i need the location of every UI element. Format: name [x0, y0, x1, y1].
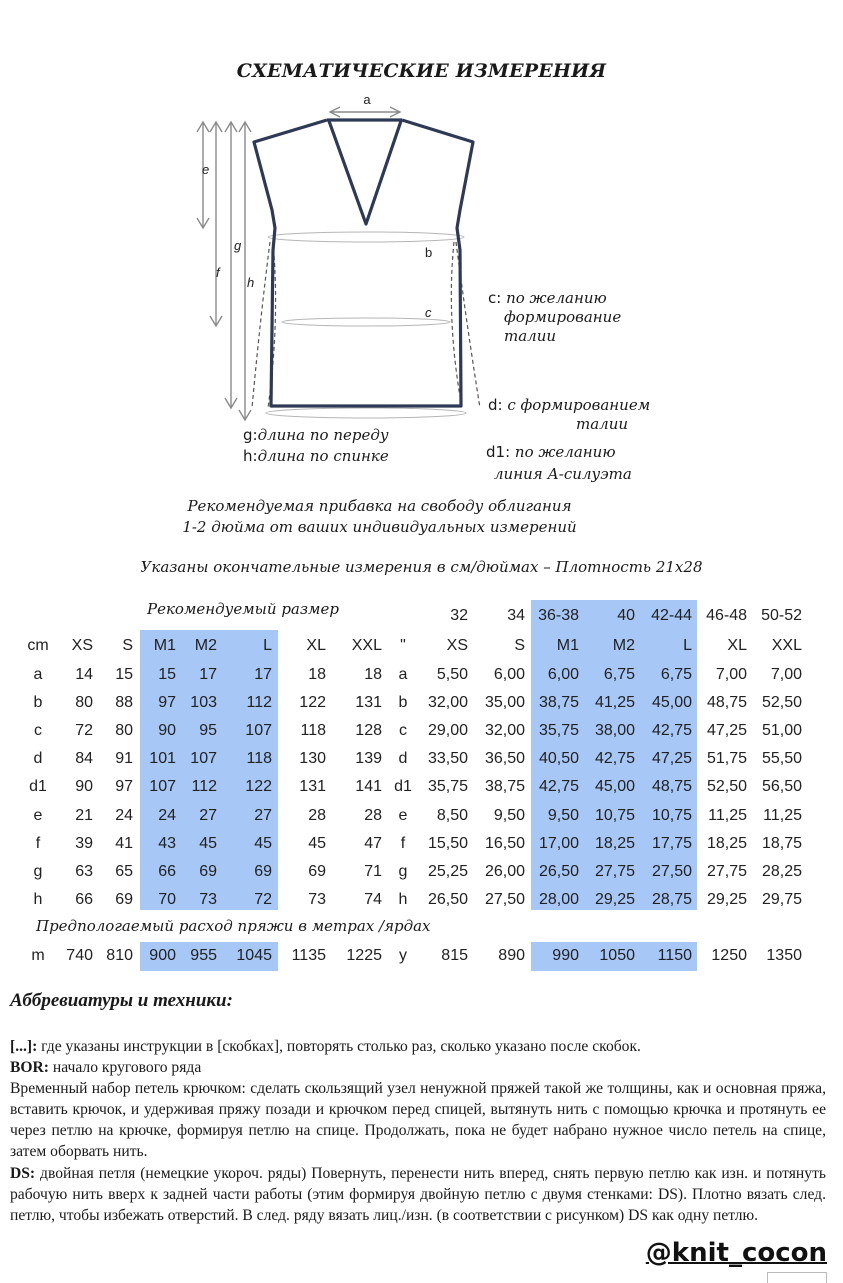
cm-cell: 101: [149, 750, 176, 768]
cm-cell: 130: [299, 750, 326, 768]
inch-cell: 25,25: [427, 862, 468, 880]
inch-cell: 27,75: [706, 862, 747, 880]
inch-size-header: XS: [446, 637, 468, 654]
inch-cell: 29,25: [594, 890, 635, 908]
length-arrows: [197, 107, 400, 420]
inch-cell: 42,75: [538, 778, 579, 796]
cm-cell: 139: [355, 750, 382, 768]
units-gauge-note: Указаны окончательные измерения в см/дюймах – Плотность 21x28: [140, 558, 703, 576]
cm-cell: 71: [364, 862, 382, 880]
inch-cell: 56,50: [761, 778, 802, 796]
cm-cell: 90: [75, 778, 93, 796]
cm-cell: 69: [199, 862, 217, 880]
cm-cell: 28: [364, 806, 382, 824]
recommended-size-label: Рекомендуемый размер: [147, 600, 339, 618]
yarn-yards-cell: 1050: [599, 947, 635, 964]
cm-cell: 28: [308, 806, 326, 824]
cm-cell: 118: [300, 722, 326, 740]
label-f: f: [216, 265, 220, 280]
yarn-yards-cell: 1150: [657, 947, 692, 964]
eu-size-header: 42-44: [651, 607, 692, 624]
cm-cell: 65: [115, 862, 133, 880]
yarn-meters-cell: 900: [149, 947, 176, 964]
inch-cell: 52,50: [761, 694, 802, 712]
inch-size-header: M2: [612, 637, 635, 654]
cm-cell: 74: [364, 890, 382, 908]
inch-cell: 17,00: [538, 834, 579, 852]
inch-cell: 55,50: [761, 750, 802, 768]
cm-cell: 24: [115, 806, 133, 824]
inch-cell: 18,75: [761, 834, 802, 852]
cm-cell: 112: [246, 694, 272, 712]
cm-row-key: g: [33, 862, 43, 880]
inch-size-header: L: [683, 637, 692, 654]
cm-cell: 45: [254, 834, 272, 852]
abbr-item-provisional-cast-on: Временный набор петель крючком: сделать скользящий узел ненужной пряжей такой же толщины, как и основная пряжа, вставить крючок, и удерживая пряжу позади и крючком перед спицей, вытянуть нить с помощью крючка и протянуть ее через петлю на крючке, формируя петлю на спице. Продолжать, пока не будет набрано нужное число петель на спице, затем оборвать нить.: [10, 1080, 826, 1160]
inch-cell: 45,00: [594, 778, 635, 796]
inch-size-header: M1: [556, 637, 579, 654]
cm-cell: 27: [254, 806, 272, 824]
guide-ellipses: [266, 232, 466, 418]
cm-cell: 39: [75, 834, 93, 852]
yarn-meters-cell: 810: [106, 947, 133, 964]
yarn-meters-cell: 1225: [346, 947, 382, 964]
inch-cell: 8,50: [436, 806, 468, 824]
inch-cell: 26,00: [484, 862, 525, 880]
cm-row-key: b: [33, 694, 43, 712]
cm-row-key: d1: [29, 778, 47, 796]
inch-cell: 18,25: [594, 834, 635, 852]
inch-cell: 47,25: [706, 722, 747, 740]
ellipse-hem: [266, 408, 466, 418]
a-line-left: [252, 242, 270, 408]
inch-size-header: S: [514, 637, 525, 654]
inch-cell: 9,50: [493, 806, 525, 824]
inch-row-key: d1: [394, 778, 412, 796]
cm-cell: 70: [158, 890, 176, 908]
cm-unit-label: cm: [27, 637, 49, 654]
inch-cell: 35,00: [484, 694, 525, 712]
cm-cell: 91: [115, 750, 133, 768]
body-outline: [254, 120, 473, 406]
cm-row-key: a: [33, 666, 43, 683]
cm-cell: 15: [158, 666, 176, 683]
arrow-h: [239, 122, 251, 420]
inch-row-key: f: [400, 834, 406, 852]
inch-cell: 5,50: [436, 666, 468, 683]
inch-cell: 51,00: [761, 722, 802, 740]
yarn-usage-label: Предпологаемый расход пряжи в метрах /ярдах: [36, 917, 431, 935]
inch-cell: 11,25: [763, 806, 802, 824]
cm-cell: 84: [75, 750, 93, 768]
cm-cell: 107: [245, 722, 272, 740]
label-c: c: [425, 305, 432, 320]
cm-cell: 69: [308, 862, 326, 880]
note-d1: d1: по желанию линия А-силуэта: [486, 443, 632, 483]
dashed-silhouettes: [252, 242, 480, 408]
cm-size-header: M2: [194, 637, 217, 654]
eu-size-header: 36-38: [538, 607, 579, 624]
cm-cell: 69: [115, 890, 133, 908]
cm-size-header: L: [263, 637, 272, 654]
cm-row-key: d: [33, 750, 43, 768]
cm-cell: 47: [364, 834, 382, 852]
cm-cell: 97: [115, 778, 133, 796]
inch-cell: 52,50: [706, 778, 747, 796]
yarn-yards-cell: 890: [498, 947, 525, 964]
cm-row-key: e: [33, 806, 43, 824]
cm-cell: 131: [355, 694, 382, 712]
cm-cell: 21: [75, 806, 93, 824]
cm-cell: 27: [199, 806, 217, 824]
label-a: a: [363, 92, 371, 107]
label-h: h: [247, 275, 255, 290]
cm-size-header: S: [122, 637, 133, 654]
abbr-item-ds: DS: двойная петля (немецкие укороч. ряды) Повернуть, перенести нить вперед, снять первую петлю как изн. и потянуть рабочую нить вверх к задней части работы (этим формируя двойную петлю с двумя стенками: DS). Плотно вязать след. петлю, чтобы избежать отверстий. В след. ряду вязать лиц./изн. (в соответствии с рисунком) DS как одну петлю.: [10, 1165, 826, 1224]
inch-cell: 7,00: [715, 666, 747, 683]
inch-cell: 29,00: [427, 722, 468, 740]
garment-schematic: [180, 90, 500, 430]
cm-cell: 18: [364, 666, 382, 683]
note-c: c: по желанию формирование талии: [488, 289, 622, 345]
yarn-yards-cell: 1250: [711, 947, 747, 964]
cm-size-header: M1: [153, 637, 176, 654]
yarn-yards-cell: 990: [552, 947, 579, 964]
inch-cell: 6,00: [493, 666, 525, 683]
inch-cell: 32,00: [484, 722, 525, 740]
inch-cell: 42,75: [651, 722, 692, 740]
inch-cell: 38,75: [484, 778, 525, 796]
inch-cell: 48,75: [706, 694, 747, 712]
inch-cell: 9,50: [547, 806, 579, 824]
cm-cell: 18: [308, 666, 326, 683]
inch-cell: 26,50: [538, 862, 579, 880]
eu-size-header: 32: [450, 607, 468, 624]
inch-unit-label: ": [400, 637, 406, 654]
label-b: b: [425, 245, 433, 260]
cm-cell: 103: [190, 694, 217, 712]
ellipse-b: [268, 232, 464, 242]
inch-row-key: h: [398, 890, 408, 908]
inch-cell: 10,75: [651, 806, 692, 824]
cm-cell: 17: [199, 666, 217, 683]
cm-cell: 72: [75, 722, 93, 740]
inch-cell: 32,00: [427, 694, 468, 712]
inch-cell: 36,50: [484, 750, 525, 768]
cm-row-key: h: [33, 890, 43, 908]
cm-cell: 122: [245, 778, 272, 796]
cm-cell: 72: [254, 890, 272, 908]
yarn-yards-cell: 1350: [766, 947, 802, 964]
inch-cell: 6,00: [547, 666, 579, 683]
yarn-yards-key: y: [399, 947, 407, 964]
inch-cell: 11,25: [708, 806, 747, 824]
cm-cell: 15: [115, 666, 133, 683]
inch-cell: 26,50: [427, 890, 468, 908]
cm-cell: 141: [355, 778, 382, 796]
arrow-g: [225, 122, 237, 408]
abbr-item-brackets: [...]: где указаны инструкции в [скобках], повторять столько раз, сколько указано после скобок.: [10, 1038, 641, 1055]
inch-cell: 27,75: [594, 862, 635, 880]
inch-size-header: XL: [727, 637, 747, 654]
eu-size-header: 40: [617, 607, 635, 624]
cm-size-header: XL: [306, 637, 326, 654]
cm-cell: 80: [75, 694, 93, 712]
inch-cell: 28,75: [651, 890, 692, 908]
cm-cell: 122: [299, 694, 326, 712]
cm-cell: 69: [254, 862, 272, 880]
cm-row-key: f: [35, 834, 41, 852]
cm-size-header: XS: [71, 637, 93, 654]
cm-cell: 131: [299, 778, 326, 796]
inch-row-key: a: [398, 666, 408, 683]
cm-cell: 45: [199, 834, 217, 852]
inch-cell: 15,50: [427, 834, 468, 852]
inch-cell: 51,75: [706, 750, 747, 768]
cm-cell: 80: [115, 722, 133, 740]
v-neck: [329, 121, 401, 224]
ease-note: Рекомендуемая прибавка на свободу облигания 1-2 дюйма от ваших индивидуальных измерений: [182, 497, 577, 536]
cm-cell: 73: [199, 890, 217, 908]
yarn-yards-cell: 815: [441, 947, 468, 964]
inch-row-key: c: [399, 722, 407, 740]
inch-cell: 38,75: [538, 694, 579, 712]
cm-cell: 97: [158, 694, 176, 712]
page-title: СХЕМАТИЧЕСКИЕ ИЗМЕРЕНИЯ: [236, 60, 607, 82]
label-e: e: [202, 162, 210, 177]
inch-cell: 6,75: [603, 666, 635, 683]
inch-row-key: d: [398, 750, 408, 768]
cm-row-key: c: [34, 722, 42, 740]
yarn-meters-cell: 955: [190, 947, 217, 964]
inch-cell: 10,75: [594, 806, 635, 824]
inch-cell: 28,00: [538, 890, 579, 908]
cm-cell: 66: [75, 890, 93, 908]
eu-size-header: 50-52: [761, 607, 802, 624]
cm-cell: 63: [75, 862, 93, 880]
yarn-meters-key: m: [31, 947, 45, 964]
cm-cell: 128: [355, 722, 382, 740]
cm-size-header: XXL: [351, 637, 382, 654]
cm-cell: 66: [158, 862, 176, 880]
yarn-meters-cell: 1135: [291, 947, 326, 964]
inch-cell: 35,75: [538, 722, 579, 740]
inch-cell: 27,50: [484, 890, 525, 908]
cm-cell: 73: [308, 890, 326, 908]
inch-size-header: XXL: [771, 637, 802, 654]
inch-cell: 16,50: [484, 834, 525, 852]
cm-cell: 24: [158, 806, 176, 824]
inch-cell: 42,75: [594, 750, 635, 768]
cm-cell: 107: [190, 750, 217, 768]
cm-cell: 112: [191, 778, 217, 796]
cm-cell: 118: [246, 750, 272, 768]
label-g: g: [234, 238, 242, 253]
inch-cell: 35,75: [427, 778, 468, 796]
inch-cell: 41,25: [594, 694, 635, 712]
cm-cell: 95: [199, 722, 217, 740]
cm-cell: 107: [149, 778, 176, 796]
inch-cell: 33,50: [427, 750, 468, 768]
arrow-f: [210, 122, 222, 326]
inch-cell: 47,25: [651, 750, 692, 768]
inch-cell: 28,25: [761, 862, 802, 880]
arrow-a: [330, 107, 400, 117]
eu-size-header: 46-48: [706, 607, 747, 624]
inch-cell: 17,75: [651, 834, 692, 852]
abbreviations-title: Аббревиатуры и техники:: [10, 990, 233, 1011]
inch-cell: 48,75: [651, 778, 692, 796]
inch-cell: 6,75: [660, 666, 692, 683]
inch-cell: 40,50: [538, 750, 579, 768]
cm-cell: 14: [75, 666, 93, 683]
inch-row-key: b: [398, 694, 408, 712]
cm-cell: 17: [254, 666, 272, 683]
yarn-meters-cell: 740: [66, 947, 93, 964]
inch-cell: 29,25: [706, 890, 747, 908]
note-g-h: g:длина по переду h:длина по спинке: [243, 426, 389, 465]
cm-cell: 45: [308, 834, 326, 852]
inch-cell: 18,25: [706, 834, 747, 852]
note-d: d: с формированием талии: [488, 396, 651, 433]
garment-outline: [254, 120, 473, 406]
eu-size-header: 34: [507, 607, 525, 624]
cm-cell: 43: [158, 834, 176, 852]
cm-cell: 90: [158, 722, 176, 740]
inch-cell: 7,00: [770, 666, 802, 683]
cm-cell: 88: [115, 694, 133, 712]
watermark-handle: @knit_cocon: [645, 1238, 827, 1268]
inch-cell: 27,50: [651, 862, 692, 880]
cm-cell: 41: [115, 834, 133, 852]
inch-cell: 38,00: [594, 722, 635, 740]
yarn-meters-cell: 1045: [236, 947, 272, 964]
corner-box: [767, 1272, 827, 1283]
inch-cell: 29,75: [761, 890, 802, 908]
inch-row-key: e: [398, 806, 408, 824]
inch-row-key: g: [398, 862, 408, 880]
abbr-item-bor: BOR: начало кругового ряда: [10, 1059, 202, 1076]
inch-cell: 45,00: [651, 694, 692, 712]
